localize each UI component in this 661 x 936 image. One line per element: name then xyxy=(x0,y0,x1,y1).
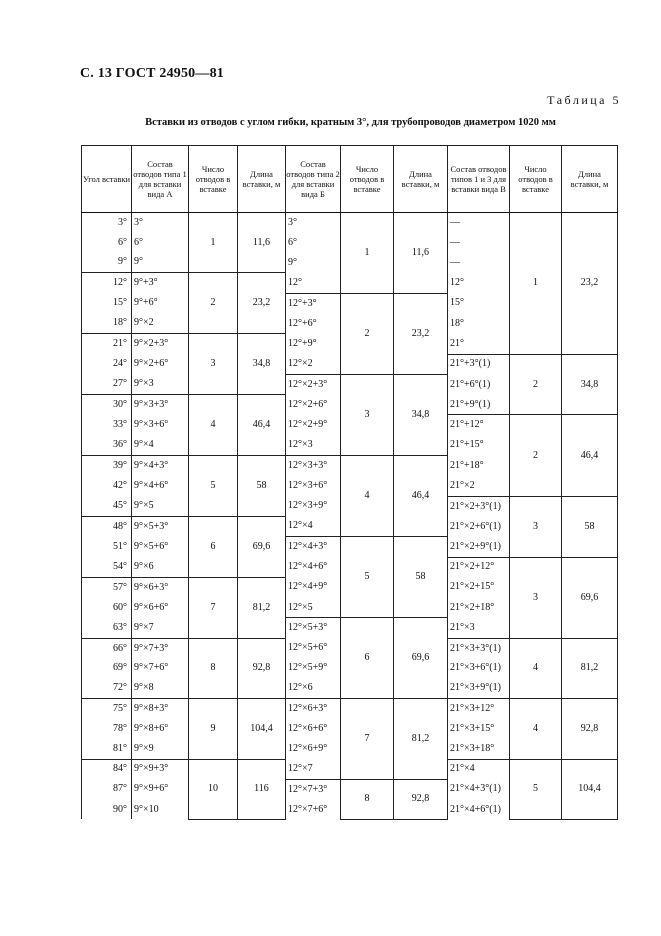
length-a-cell: 92,8 xyxy=(238,638,286,698)
header-cell: Угол вставки xyxy=(82,146,132,213)
composition-b-cell: 12°×6+3° xyxy=(286,699,341,719)
header-cell: Длина вставки, м xyxy=(562,146,618,213)
composition-v-cell: 21°×4+6°(1) xyxy=(448,800,510,820)
composition-v-cell: 21°×3+9°(1) xyxy=(448,678,510,698)
angle-cell: 18° xyxy=(82,313,132,333)
angle-cell: 81° xyxy=(82,739,132,759)
angle-cell: 24° xyxy=(82,354,132,374)
composition-a-cell: 9°×6+3° xyxy=(132,577,189,597)
composition-v-cell: 18° xyxy=(448,313,510,333)
composition-a-cell: 9°×3+6° xyxy=(132,415,189,435)
length-a-cell: 11,6 xyxy=(238,213,286,273)
angle-cell: 54° xyxy=(82,557,132,577)
angle-cell: 6° xyxy=(82,233,132,253)
composition-b-cell: 9° xyxy=(286,253,341,273)
table-body xyxy=(82,213,618,820)
composition-a-cell: 9°×6 xyxy=(132,557,189,577)
count-v-cell: 3 xyxy=(510,557,562,638)
composition-a-cell: 6° xyxy=(132,233,189,253)
composition-v-cell: 21°×4+3°(1) xyxy=(448,779,510,799)
composition-a-cell: 9°×2+3° xyxy=(132,334,189,354)
composition-v-cell: 21°×3+3°(1) xyxy=(448,638,510,658)
angle-cell: 48° xyxy=(82,516,132,536)
composition-b-cell: 12°+3° xyxy=(286,293,341,313)
header-cell: Число отводов в вставке xyxy=(341,146,394,213)
composition-v-cell: — xyxy=(448,233,510,253)
composition-b-cell: 12°×6 xyxy=(286,678,341,698)
length-b-cell: 46,4 xyxy=(394,456,448,537)
length-b-cell: 92,8 xyxy=(394,779,448,819)
composition-v-cell: 21° xyxy=(448,334,510,354)
angle-cell: 72° xyxy=(82,678,132,698)
count-b-cell: 4 xyxy=(341,456,394,537)
length-a-cell: 81,2 xyxy=(238,577,286,638)
length-v-cell: 69,6 xyxy=(562,557,618,638)
length-v-cell: 23,2 xyxy=(562,213,618,355)
composition-b-cell: 12°×5+3° xyxy=(286,618,341,638)
length-v-cell: 58 xyxy=(562,496,618,557)
angle-cell: 42° xyxy=(82,476,132,496)
composition-v-cell: 15° xyxy=(448,293,510,313)
composition-a-cell: 9° xyxy=(132,253,189,273)
count-v-cell: 3 xyxy=(510,496,562,557)
composition-b-cell: 12° xyxy=(286,273,341,293)
composition-v-cell: 21°×3+6°(1) xyxy=(448,659,510,679)
composition-b-cell: 12°×2+3° xyxy=(286,374,341,394)
length-v-cell: 104,4 xyxy=(562,759,618,819)
composition-a-cell: 9°×8 xyxy=(132,678,189,698)
angle-cell: 45° xyxy=(82,496,132,516)
angle-cell: 21° xyxy=(82,334,132,354)
composition-a-cell: 9°×3 xyxy=(132,374,189,394)
count-a-cell: 2 xyxy=(189,273,238,334)
count-b-cell: 5 xyxy=(341,537,394,618)
count-a-cell: 1 xyxy=(189,213,238,273)
composition-b-cell: 12°×6+9° xyxy=(286,739,341,759)
composition-v-cell: — xyxy=(448,253,510,273)
composition-v-cell: 21°×2+12° xyxy=(448,557,510,577)
count-b-cell: 7 xyxy=(341,699,394,780)
length-b-cell: 34,8 xyxy=(394,374,448,455)
composition-a-cell: 9°×3+3° xyxy=(132,395,189,415)
angle-cell: 27° xyxy=(82,374,132,394)
composition-v-cell: 21°×4 xyxy=(448,759,510,779)
composition-b-cell: 12°×4+6° xyxy=(286,557,341,577)
table-number: Таблица 5 xyxy=(547,93,621,107)
composition-b-cell: 12°×3 xyxy=(286,435,341,455)
composition-v-cell: 21°+15° xyxy=(448,435,510,455)
page-header: С. 13 ГОСТ 24950—81 xyxy=(80,66,224,81)
count-v-cell: 2 xyxy=(510,415,562,496)
composition-v-cell: 21°×3+18° xyxy=(448,739,510,759)
header-cell: Состав отводов типа 2 для вставки вида Б xyxy=(286,146,341,213)
length-b-cell: 58 xyxy=(394,537,448,618)
composition-b-cell: 12°×2 xyxy=(286,354,341,374)
header-cell: Длина вставки, м xyxy=(394,146,448,213)
composition-b-cell: 12°×3+6° xyxy=(286,476,341,496)
count-a-cell: 3 xyxy=(189,334,238,395)
composition-b-cell: 6° xyxy=(286,233,341,253)
count-a-cell: 10 xyxy=(189,759,238,819)
composition-b-cell: 12°+6° xyxy=(286,313,341,333)
composition-a-cell: 9°×5+6° xyxy=(132,537,189,557)
count-a-cell: 9 xyxy=(189,699,238,759)
count-a-cell: 6 xyxy=(189,516,238,577)
count-a-cell: 5 xyxy=(189,456,238,517)
count-v-cell: 5 xyxy=(510,759,562,819)
composition-v-cell: 21°+18° xyxy=(448,456,510,476)
count-v-cell: 2 xyxy=(510,354,562,415)
length-b-cell: 81,2 xyxy=(394,699,448,780)
composition-a-cell: 9°×7 xyxy=(132,618,189,638)
composition-v-cell: 21°×3 xyxy=(448,618,510,638)
composition-a-cell: 9°+6° xyxy=(132,293,189,313)
composition-v-cell: 21°×3+15° xyxy=(448,719,510,739)
angle-cell: 9° xyxy=(82,253,132,273)
composition-v-cell: 21°×3+12° xyxy=(448,699,510,719)
count-b-cell: 1 xyxy=(341,213,394,294)
composition-v-cell: 12° xyxy=(448,273,510,293)
angle-cell: 69° xyxy=(82,659,132,679)
count-a-cell: 8 xyxy=(189,638,238,698)
composition-a-cell: 9°×9+6° xyxy=(132,779,189,799)
count-v-cell: 4 xyxy=(510,699,562,759)
length-v-cell: 34,8 xyxy=(562,354,618,415)
header-cell: Состав отводов типа 1 для вставки вида А xyxy=(132,146,189,213)
length-a-cell: 58 xyxy=(238,456,286,517)
angle-cell: 90° xyxy=(82,800,132,820)
composition-a-cell: 9°+3° xyxy=(132,273,189,293)
composition-v-cell: 21°×2+3°(1) xyxy=(448,496,510,516)
angle-cell: 84° xyxy=(82,759,132,779)
angle-cell: 51° xyxy=(82,537,132,557)
length-b-cell: 69,6 xyxy=(394,618,448,699)
composition-v-cell: 21°+6°(1) xyxy=(448,374,510,394)
count-b-cell: 2 xyxy=(341,293,394,374)
table-row xyxy=(82,213,618,233)
length-b-cell: 11,6 xyxy=(394,213,448,294)
bends-table xyxy=(81,145,618,820)
angle-cell: 66° xyxy=(82,638,132,658)
composition-a-cell: 9°×2 xyxy=(132,313,189,333)
angle-cell: 63° xyxy=(82,618,132,638)
composition-b-cell: 12°×5 xyxy=(286,598,341,618)
angle-cell: 60° xyxy=(82,598,132,618)
composition-a-cell: 9°×5+3° xyxy=(132,516,189,536)
length-a-cell: 46,4 xyxy=(238,395,286,456)
table-row xyxy=(82,699,618,719)
length-a-cell: 69,6 xyxy=(238,516,286,577)
count-b-cell: 3 xyxy=(341,374,394,455)
composition-b-cell: 12°×4 xyxy=(286,516,341,536)
length-v-cell: 46,4 xyxy=(562,415,618,496)
composition-b-cell: 12°×2+6° xyxy=(286,395,341,415)
length-a-cell: 34,8 xyxy=(238,334,286,395)
composition-a-cell: 9°×7+6° xyxy=(132,659,189,679)
composition-v-cell: 21°+12° xyxy=(448,415,510,435)
composition-a-cell: 9°×2+6° xyxy=(132,354,189,374)
angle-cell: 15° xyxy=(82,293,132,313)
angle-cell: 75° xyxy=(82,699,132,719)
composition-b-cell: 12°×3+3° xyxy=(286,456,341,476)
table-caption: Вставки из отводов с углом гибки, кратным 3°, для трубопроводов диаметром 1020 мм xyxy=(145,117,556,128)
header-cell: Число отводов в вставке xyxy=(510,146,562,213)
angle-cell: 30° xyxy=(82,395,132,415)
composition-b-cell: 12°×4+3° xyxy=(286,537,341,557)
composition-a-cell: 9°×5 xyxy=(132,496,189,516)
composition-a-cell: 9°×9 xyxy=(132,739,189,759)
angle-cell: 78° xyxy=(82,719,132,739)
composition-a-cell: 9°×4+6° xyxy=(132,476,189,496)
angle-cell: 12° xyxy=(82,273,132,293)
count-a-cell: 4 xyxy=(189,395,238,456)
composition-a-cell: 3° xyxy=(132,213,189,233)
composition-v-cell: 21°×2+18° xyxy=(448,598,510,618)
count-b-cell: 6 xyxy=(341,618,394,699)
angle-cell: 33° xyxy=(82,415,132,435)
composition-a-cell: 9°×10 xyxy=(132,800,189,820)
header-cell: Состав отводов типов 1 и 3 для вставки вида В xyxy=(448,146,510,213)
angle-cell: 57° xyxy=(82,577,132,597)
composition-b-cell: 3° xyxy=(286,213,341,233)
angle-cell: 36° xyxy=(82,435,132,455)
composition-a-cell: 9°×6+6° xyxy=(132,598,189,618)
count-b-cell: 8 xyxy=(341,779,394,819)
composition-a-cell: 9°×4+3° xyxy=(132,456,189,476)
length-v-cell: 92,8 xyxy=(562,699,618,759)
composition-b-cell: 12°×7+6° xyxy=(286,800,341,820)
length-a-cell: 23,2 xyxy=(238,273,286,334)
composition-b-cell: 12°×2+9° xyxy=(286,415,341,435)
composition-a-cell: 9°×9+3° xyxy=(132,759,189,779)
composition-v-cell: 21°×2 xyxy=(448,476,510,496)
length-v-cell: 81,2 xyxy=(562,638,618,698)
header-cell: Число отводов в вставке xyxy=(189,146,238,213)
composition-b-cell: 12°×7+3° xyxy=(286,779,341,799)
length-b-cell: 23,2 xyxy=(394,293,448,374)
composition-a-cell: 9°×7+3° xyxy=(132,638,189,658)
angle-cell: 87° xyxy=(82,779,132,799)
composition-v-cell: 21°×2+15° xyxy=(448,577,510,597)
count-a-cell: 7 xyxy=(189,577,238,638)
angle-cell: 39° xyxy=(82,456,132,476)
angle-cell: 3° xyxy=(82,213,132,233)
composition-a-cell: 9°×8+3° xyxy=(132,699,189,719)
composition-v-cell: 21°×2+6°(1) xyxy=(448,516,510,536)
composition-b-cell: 12°+9° xyxy=(286,334,341,354)
composition-b-cell: 12°×5+6° xyxy=(286,638,341,658)
composition-b-cell: 12°×7 xyxy=(286,759,341,779)
header-cell: Длина вставки, м xyxy=(238,146,286,213)
composition-a-cell: 9°×4 xyxy=(132,435,189,455)
composition-v-cell: 21°+9°(1) xyxy=(448,395,510,415)
count-v-cell: 1 xyxy=(510,213,562,355)
length-a-cell: 104,4 xyxy=(238,699,286,759)
composition-v-cell: — xyxy=(448,213,510,233)
composition-a-cell: 9°×8+6° xyxy=(132,719,189,739)
composition-b-cell: 12°×5+9° xyxy=(286,659,341,679)
composition-v-cell: 21°+3°(1) xyxy=(448,354,510,374)
composition-b-cell: 12°×4+9° xyxy=(286,577,341,597)
count-v-cell: 4 xyxy=(510,638,562,698)
table-header-row xyxy=(82,146,618,213)
composition-b-cell: 12°×6+6° xyxy=(286,719,341,739)
composition-v-cell: 21°×2+9°(1) xyxy=(448,537,510,557)
composition-b-cell: 12°×3+9° xyxy=(286,496,341,516)
length-a-cell: 116 xyxy=(238,759,286,819)
